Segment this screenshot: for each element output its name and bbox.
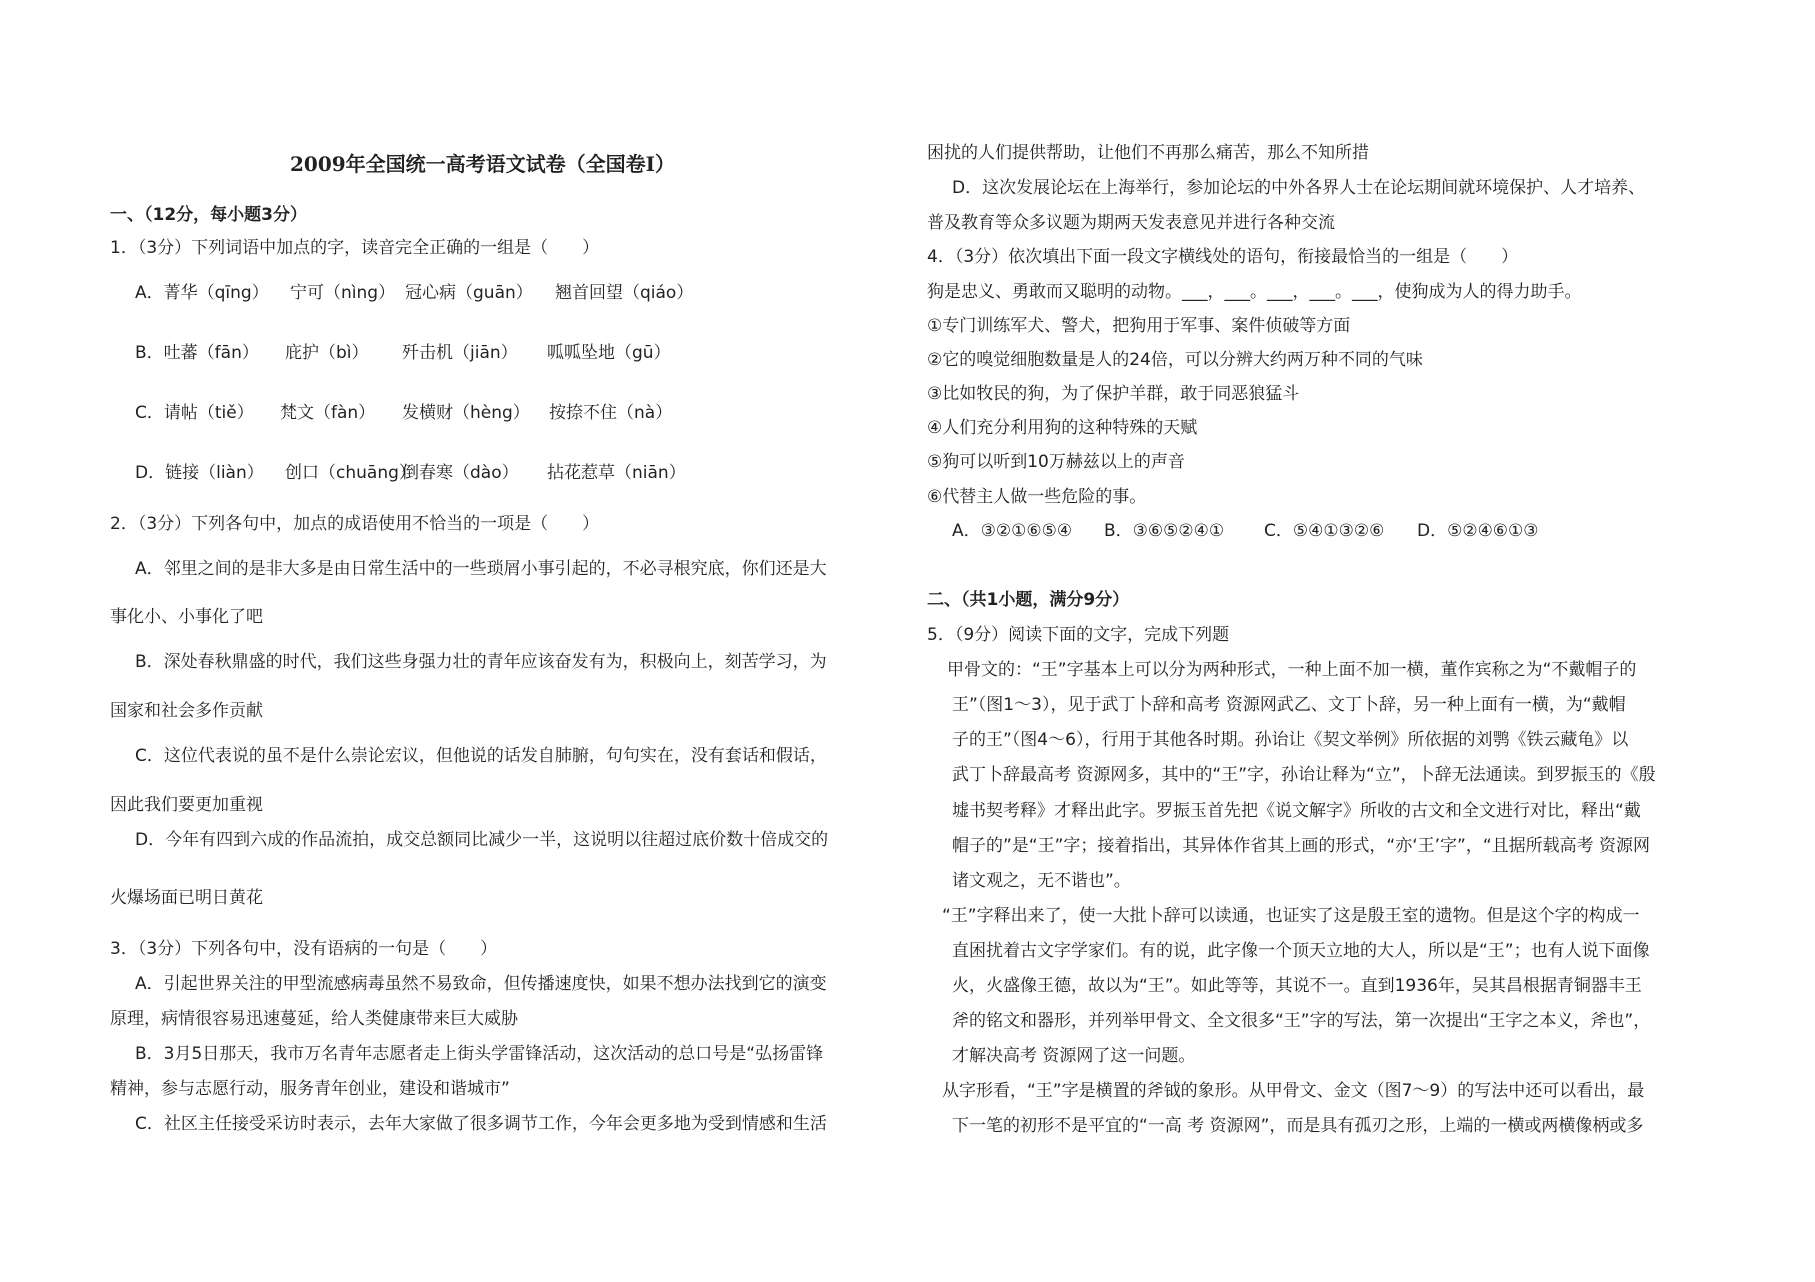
q3-option-d-line1: D．这次发展论坛在上海举行，参加论坛的中外各界人士在论坛期间就环境保护、人才培养、	[952, 178, 1646, 198]
q4-option-b: B．③⑥⑤②④①	[1104, 521, 1225, 541]
q1-b-3: 歼击机（jiān）	[402, 343, 518, 363]
q1-c-1: C．请帖（tiě）	[135, 403, 254, 423]
q1-a-2: 宁可（nìng）	[290, 283, 396, 303]
q1-option-b	[135, 342, 671, 364]
q2-option-d-line2: 火爆场面已明日黄花	[110, 888, 263, 908]
q1-b-2: 庇护（bì）	[285, 343, 369, 363]
q1-option-d	[135, 462, 686, 484]
q2-option-c-line2: 因此我们要更加重视	[110, 795, 263, 815]
q2-option-b-line2: 国家和社会多作贡献	[110, 701, 263, 721]
q4-option-a: A．③②①⑥⑤④	[952, 521, 1073, 541]
q2-option-a-line2: 事化小、小事化了吧	[110, 607, 263, 627]
section-1-heading: 一、（12分，每小题3分）	[110, 205, 307, 225]
page-title: 2009年全国统一高考语文试卷（全国卷I）	[290, 152, 676, 176]
q1-d-2: 创口（chuāng）	[285, 463, 416, 483]
q2-option-c-line1: C．这位代表说的虽不是什么崇论宏议，但他说的话发自肺腑，句句实在，没有套话和假话，	[135, 746, 827, 766]
q5-line-9: 直困扰着古文字学家们。有的说，此字像一个顶天立地的大人，所以是“王”；也有人说下面像	[952, 941, 1650, 961]
q4-item-5: ⑤狗可以听到10万赫兹以上的声音	[927, 452, 1185, 472]
q3-stem: 3．（3分）下列各句中，没有语病的一句是（ ）	[110, 939, 498, 959]
q1-b-1: B．吐蕃（fān）	[135, 343, 259, 363]
section-2-heading: 二、（共1小题，满分9分）	[927, 590, 1130, 610]
q1-c-3: 发横财（hèng）	[402, 403, 530, 423]
q5-line-8: “王”字释出来了，使一大批卜辞可以读通，也证实了这是殷王室的遗物。但是这个字的构成一	[942, 906, 1640, 926]
q3-option-b-line1: B．3月5日那天，我市万名青年志愿者走上街头学雷锋活动，这次活动的总口号是“弘扬雷锋	[135, 1044, 824, 1064]
q5-line-7: 诸文观之，无不谐也”。	[952, 871, 1131, 891]
q1-stem: 1．（3分）下列词语中加点的字，读音完全正确的一组是（ ）	[110, 238, 600, 258]
q1-d-1: D．链接（liàn）	[135, 463, 264, 483]
q5-line-14: 下一笔的初形不是平宜的“一高 考 资源网”，而是具有孤刃之形，上端的一横或两横像柄或多	[952, 1116, 1644, 1136]
q2-option-d-line1: D．今年有四到六成的作品流拍，成交总额同比减少一半，这说明以往超过底价数十倍成交的	[135, 830, 829, 850]
q2-stem: 2．（3分）下列各句中，加点的成语使用不恰当的一项是（ ）	[110, 514, 600, 534]
q5-line-5: 墟书契考释》才释出此字。罗振玉首先把《说文解字》所收的古文和全文进行对比，释出“戴	[952, 801, 1641, 821]
q5-stem: 5．（9分）阅读下面的文字，完成下列题	[927, 625, 1230, 645]
q1-d-4: 拈花惹草（niān）	[547, 463, 686, 483]
q4-option-d: D．⑤②④⑥①③	[1417, 521, 1539, 541]
q5-line-11: 斧的铭文和器形，并列举甲骨文、全文很多“王”字的写法，第一次提出“王字之本义，斧也”，	[952, 1011, 1651, 1031]
q5-line-2: 王”（图1～3），见于武丁卜辞和高考 资源网武乙、文丁卜辞，另一种上面有一横，为“戴帽	[952, 695, 1626, 715]
q4-stem: 4．（3分）依次填出下面一段文字横线处的语句，衔接最恰当的一组是（ ）	[927, 247, 1519, 267]
q5-line-10: 火，火盛像王德，故以为“王”。如此等等，其说不一。直到1936年，吴其昌根据青铜器丰王	[952, 976, 1642, 996]
q1-option-c	[135, 402, 672, 424]
q5-line-12: 才解决高考 资源网了这一问题。	[952, 1046, 1196, 1066]
q5-line-1: 甲骨文的：“王”字基本上可以分为两种形式，一种上面不加一横，董作宾称之为“不戴帽子的	[947, 660, 1637, 680]
q2-option-b-line1: B．深处春秋鼎盛的时代，我们这些身强力壮的青年应该奋发有为，积极向上，刻苦学习，为	[135, 652, 827, 672]
q4-option-c: C．⑤④①③②⑥	[1264, 521, 1385, 541]
q2-option-a-line1: A．邻里之间的是非大多是由日常生活中的一些琐屑小事引起的，不必寻根究底，你们还是大	[135, 559, 827, 579]
q1-c-2: 梵文（fàn）	[280, 403, 376, 423]
q3-option-a-line1: A．引起世界关注的甲型流感病毒虽然不易致命，但传播速度快，如果不想办法找到它的演变	[135, 974, 827, 994]
q4-options	[952, 520, 1539, 542]
q1-c-4: 按捺不住（nà）	[549, 403, 673, 423]
q4-item-3: ③比如牧民的狗，为了保护羊群，敢于同恶狼猛斗	[927, 384, 1300, 404]
q3-option-c-line1: C．社区主任接受采访时表示，去年大家做了很多调节工作，今年会更多地为受到情感和生活	[135, 1114, 827, 1134]
q4-item-6: ⑥代替主人做一些危险的事。	[927, 487, 1147, 507]
q3-option-b-line2: 精神，参与志愿行动，服务青年创业，建设和谐城市”	[110, 1079, 510, 1099]
q1-a-4: 翘首回望（qiáo）	[555, 283, 694, 303]
q4-item-1: ①专门训练军犬、警犬，把狗用于军事、案件侦破等方面	[927, 316, 1351, 336]
q5-line-13: 从字形看，“王”字是横置的斧钺的象形。从甲骨文、金文（图7～9）的写法中还可以看出，最	[942, 1081, 1645, 1101]
q3-option-c-line2: 困扰的人们提供帮助，让他们不再那么痛苦，那么不知所措	[927, 143, 1369, 163]
q3-option-d-line2: 普及教育等众多议题为期两天发表意见并进行各种交流	[927, 213, 1335, 233]
q3-option-a-line2: 原理，病情很容易迅速蔓延，给人类健康带来巨大威胁	[110, 1009, 518, 1029]
q1-a-3: 冠心病（guān）	[405, 283, 533, 303]
q4-intro: 狗是忠义、勇敢而又聪明的动物。___，___。___，___。___，使狗成为人的得力助手。	[927, 282, 1582, 302]
q5-line-4: 武丁卜辞最高考 资源网多，其中的“王”字，孙诒让释为“立”，卜辞无法通读。到罗振玉的《殷	[952, 765, 1656, 785]
q5-line-6: 帽子的”是“王”字；接着指出，其异体作省其上画的形式，“亦‘王’字”，“且据所载高考 资源网	[952, 836, 1651, 856]
q4-item-4: ④人们充分利用狗的这种特殊的天赋	[927, 418, 1198, 438]
q1-a-1: A．菁华（qīng）	[135, 283, 269, 303]
q4-item-2: ②它的嗅觉细胞数量是人的24倍，可以分辨大约两万种不同的气味	[927, 350, 1423, 370]
q1-d-3: 倒春寒（dào）	[402, 463, 519, 483]
q1-b-4: 呱呱坠地（gū）	[547, 343, 671, 363]
q1-option-a	[135, 282, 693, 304]
q5-line-3: 子的王”（图4～6），行用于其他各时期。孙诒让《契文举例》所依据的刘鹗《铁云藏龟》以	[952, 730, 1629, 750]
